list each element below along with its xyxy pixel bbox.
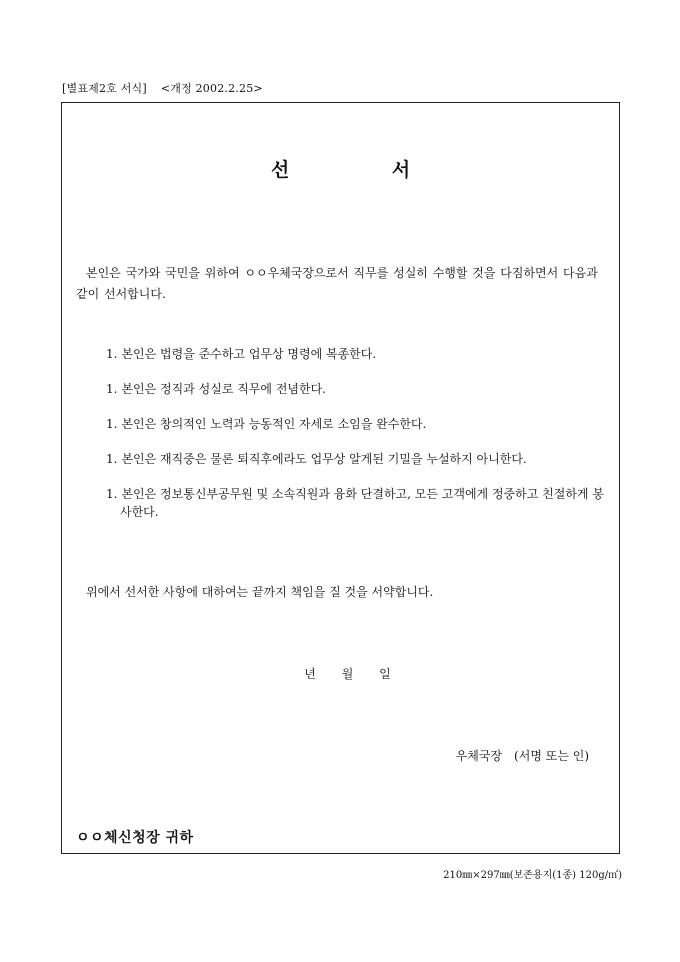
pledge-item <box>106 380 606 398</box>
pledge-text: 본인은 정직과 성실로 직무에 전념한다. <box>121 382 326 396</box>
pledge-number: 1. <box>106 347 118 361</box>
pledge-list <box>106 345 606 538</box>
pledge-number: 1. <box>106 452 118 466</box>
oath-form <box>61 102 620 854</box>
date-line: 년 월 일 <box>304 667 391 681</box>
pledge-item <box>106 415 606 433</box>
paper-spec: 210㎜×297㎜(보존용지(1종) 120g/㎡) <box>443 870 622 881</box>
pledge-text: 본인은 법령을 준수하고 업무상 명령에 복종한다. <box>121 347 377 361</box>
document-title: 선 서 <box>270 159 411 181</box>
form-header <box>62 80 263 96</box>
pledge-item <box>106 345 606 363</box>
closing-statement: 위에서 선서한 사항에 대하여는 끝까지 책임을 질 것을 서약합니다. <box>86 585 434 599</box>
signer-title: 우체국장 <box>455 749 503 763</box>
pledge-item <box>106 450 606 468</box>
pledge-number: 1. <box>106 417 118 431</box>
pledge-text: 본인은 창의적인 노력과 능동적인 자세로 소임을 완수한다. <box>121 417 427 431</box>
revision-date: <개정 2002.2.25> <box>160 82 263 95</box>
pledge-number: 1. <box>106 487 118 501</box>
pledge-number: 1. <box>106 382 118 396</box>
pledge-text: 본인은 정보통신부공무원 및 소속직원과 융화 단결하고, 모든 고객에게 정중하고 친절하게 봉사한다. <box>120 487 604 519</box>
signature-line <box>456 747 589 764</box>
oath-intro: 본인은 국가와 국민을 위하여 ㅇㅇ우체국장으로서 직무를 성실히 수행할 것을 다짐하면서 다음과 같이 선서합니다. <box>76 266 598 301</box>
signature-note: (서명 또는 인) <box>514 749 589 763</box>
recipient: ㅇㅇ체신청장 귀하 <box>76 830 194 846</box>
pledge-text: 본인은 재직중은 물론 퇴직후에라도 업무상 알게된 기밀을 누설하지 아니한다. <box>121 452 527 466</box>
pledge-item <box>106 485 606 521</box>
form-number: [별표제2호 서식] <box>62 82 147 95</box>
